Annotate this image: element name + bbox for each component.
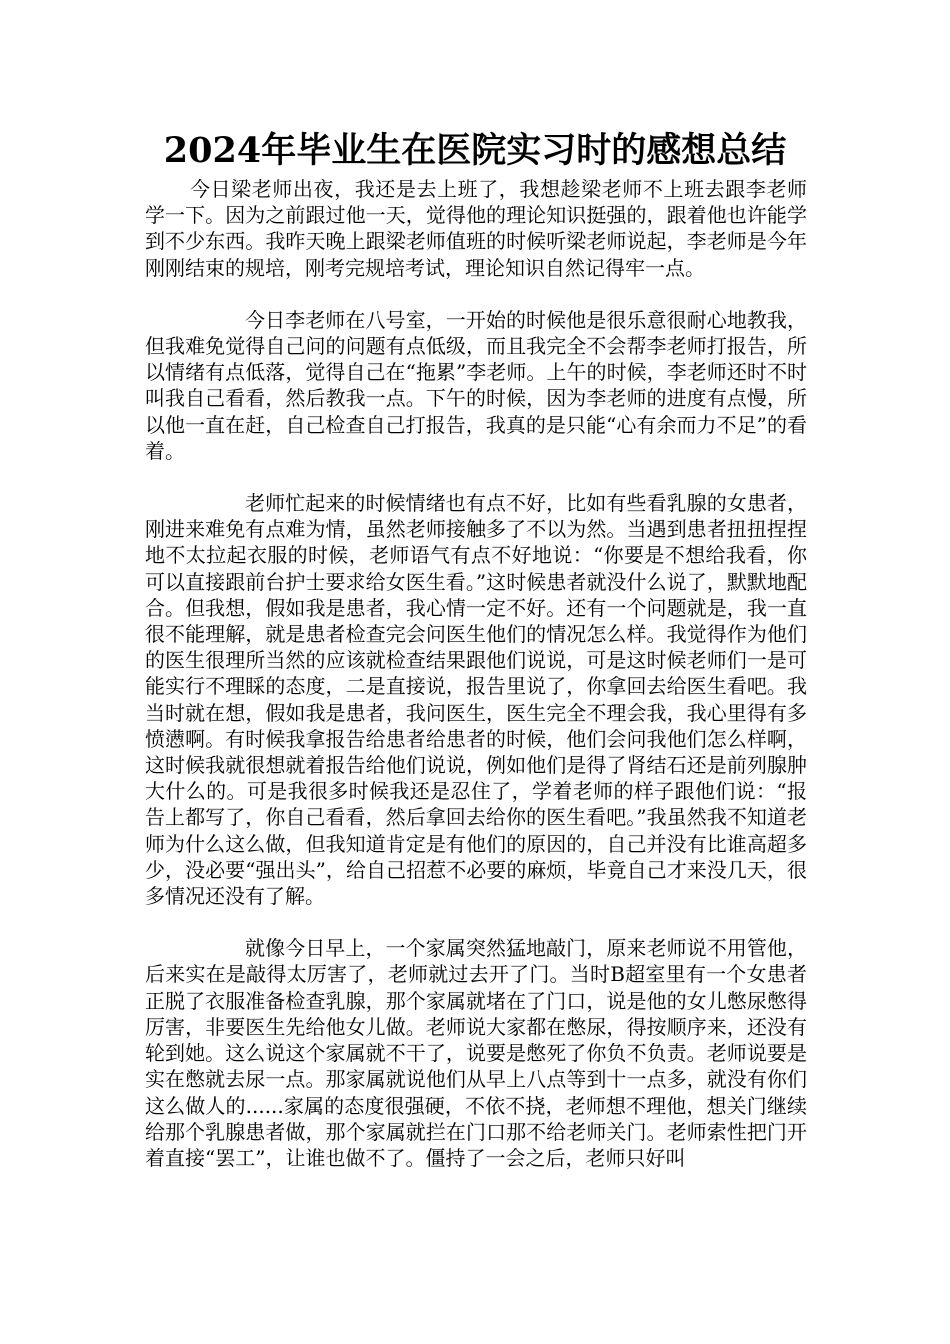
paragraph-1: 今日梁老师出夜，我还是去上班了，我想趁梁老师不上班去跟李老师学一下。因为之前跟过他一天，觉得他的理论知识挺强的，跟着他也许能学到不少东西。我昨天晚上跟梁老师值班的时候听梁老师说起，李老师是今年刚刚结束的规培，刚考完规培考试，理论知识自然记得牢一点。 (145, 177, 807, 280)
paragraph-2: 今日李老师在八号室，一开始的时候他是很乐意很耐心地教我，但我难免觉得自己问的问题有点低级，而且我完全不会帮李老师打报告，所以情绪有点低落，觉得自己在“拖累”李老师。上午的时候，李老师还时不时叫我自己看看，然后教我一点。下午的时候，因为李老师的进度有点慢，所以他一直在赶，自己检查自己打报告，我真的是只能“心有余而力不足”的看着。 (145, 307, 807, 463)
paragraph-3: 老师忙起来的时候情绪也有点不好，比如有些看乳腺的女患者，刚进来难免有点难为情，虽然老师接触多了不以为然。当遇到患者扭扭捏捏地不太拉起衣服的时候，老师语气有点不好地说：“你要是不想给我看，你可以直接跟前台护士要求给女医生看。”这时候患者就没什么说了，默默地配合。但我想，假如我是患者，我心情一定不好。还有一个问题就是，我一直很不能理解，就是患者检查完会问医生他们的情况怎么样。我觉得作为他们的医生很理所当然的应该就检查结果跟他们说说，可是这时候老师们一是可能实行不理睬的态度，二是直接说，报告里说了，你拿回去给医生看吧。我当时就在想，假如我是患者，我问医生，医生完全不理会我，我心里得有多愤懑啊。有时候我拿报告给患者给患者的时候，他们会问我他们怎么样啊，这时候我就很想就着报告给他们说说，例如他们是得了肾结石还是前列腺肿大什么的。可是我很多时候我还是忍住了，学着老师的样子跟他们说：“报告上都写了，你自己看看，然后拿回去给你的医生看吧。”我虽然我不知道老师为什么这么做，但我知道肯定是有他们的原因的，自己并没有比谁高超多少，没必要“强出头”，给自己招惹不必要的麻烦，毕竟自己才来没几天，很多情况还没有了解。 (145, 491, 807, 909)
document-title: 2024年毕业生在医院实习时的感想总结 (163, 130, 787, 171)
paragraph-4: 就像今日早上，一个家属突然猛地敲门，原来老师说不用管他，后来实在是敲得太厉害了，老师就过去开了门。当时B超室里有一个女患者正脱了衣服准备检查乳腺，那个家属就堵在了门口，说是他的女儿憋尿憋得厉害，非要医生先给他女儿做。老师说大家都在憋尿，得按顺序来，还没有轮到她。这么说这个家属就不干了，说要是憋死了你负不负责。老师说要是实在憋就去尿一点。那家属就说他们从早上八点等到十一点多，就没有你们这么做人的......家属的态度很强硬，不依不挠，老师想不理他，想关门继续给那个乳腺患者做，那个家属就拦在门口那不给老师关门。老师索性把门开着直接“罢工”，让谁也做不了。僵持了一会之后，老师只好叫 (145, 936, 807, 1170)
document-body (145, 176, 807, 1171)
